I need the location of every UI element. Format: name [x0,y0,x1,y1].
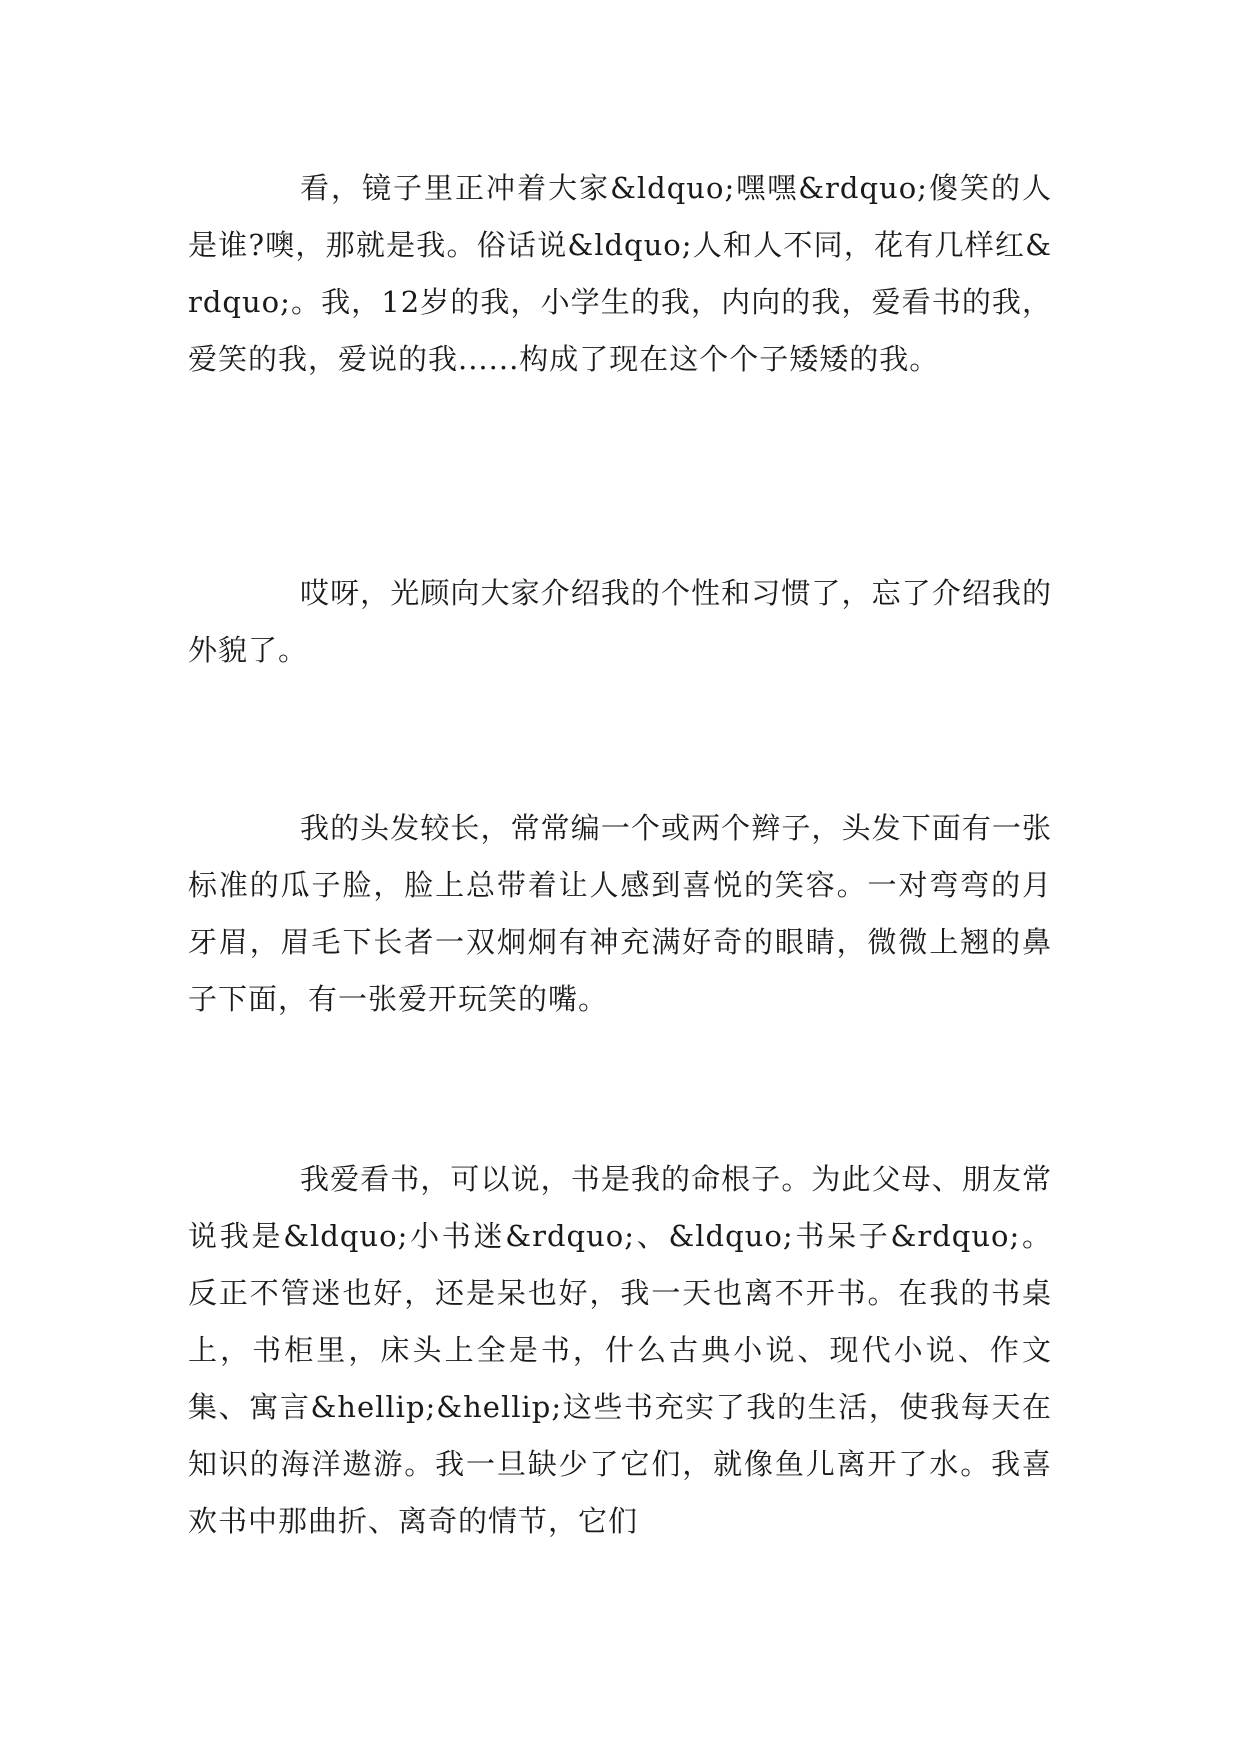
paragraph-reading: 我爱看书，可以说，书是我的命根子。为此父母、朋友常说我是&ldquo;小书迷&rdquo;、&ldquo;书呆子&rdquo;。反正不管迷也好，还是呆也好，我一天也离不开书。在我的书桌上，书柜里，床头上全是书，什么古典小说、现代小说、作文集、寓言&hellip;&hellip;这些书充实了我的生活，使我每天在知识的海洋遨游。我一旦缺少了它们，就像鱼儿离开了水。我喜欢书中那曲折、离奇的情节，它们 [188,1162,1052,1538]
paragraph-self-introduction: 看，镜子里正冲着大家&ldquo;嘿嘿&rdquo;傻笑的人是谁?噢，那就是我。俗话说&ldquo;人和人不同，花有几样红&rdquo;。我，12岁的我，小学生的我，内向的我，爱看书的我，爱笑的我，爱说的我......构成了现在这个个子矮矮的我。 [188,171,1052,376]
paragraph-appearance-intro: 哎呀，光顾向大家介绍我的个性和习惯了，忘了介绍我的外貌了。 [188,576,1052,667]
paragraph-appearance: 我的头发较长，常常编一个或两个辫子，头发下面有一张标准的瓜子脸，脸上总带着让人感到喜悦的笑容。一对弯弯的月牙眉，眉毛下长者一双炯炯有神充满好奇的眼睛，微微上翘的鼻子下面，有一张爱开玩笑的嘴。 [188,811,1052,1016]
